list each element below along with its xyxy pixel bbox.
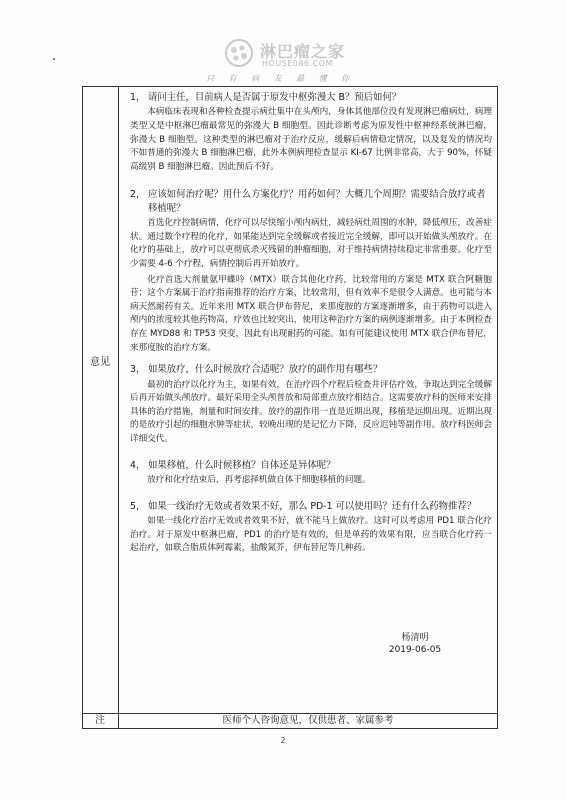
signature-name: 杨清明 [401,633,429,643]
question [130,91,492,104]
question-number: 1， [130,92,146,103]
watermark [206,38,372,84]
note-text: 医师个人咨询意见，仅供患者、家属参考 [222,715,394,726]
question [130,188,492,215]
qa-item [130,91,492,174]
question-text: 如果放疗，什么时候放疗合适呢？放疗的副作用有哪些？ [148,364,383,376]
opinion-content [130,91,492,562]
qa-item [130,459,492,488]
answer-paragraph: 化疗首选大剂量氨甲蝶呤（MTX）联合其他化疗药，比较常用的方案是 MTX 联合阿糖胞苷；这个方案属于治疗指南推荐的治疗方案，比较常用，但有效率不是很令人满意。也可能与本病天然耐药有关。近年来用 MTX 联合伊布替尼，来那度胺的方案逐渐增多，由于药物可以进入颅内的浓度较其他药物高，疗效也比较突出，使用这种治疗方案的病例逐渐增多。由于本例检查存在 MYD88 和 TP53 突变，因此有出现耐药的可能。如有可能建议使用 MTX 联合伊布替尼，来那度胺的治疗方案。 [130,274,492,353]
question-text: 如果移植，什么时候移植？自体还是异体呢？ [148,459,336,471]
question-text: 请问主任，目前病人是否属于原发中枢弥漫大 B？预后如何？ [148,92,402,103]
watermark-slogan: 只 有 病 友 最 懂 你 [206,74,356,83]
signature-date: 2019-06-05 [388,645,442,655]
note-label: 注 [95,715,105,726]
page-number: 2 [280,736,286,745]
qa-item [130,363,492,446]
answer-paragraph: 首选化疗控制病情，化疗可以尽快缩小颅内病灶，减轻病灶周围的水肿，降低颅压，改善症状。通过数个疗程的化疗，如果能达到完全缓解或者接近完全缓解，即可以开始做头颅放疗。在化疗的基础上，放疗可以更彻底杀灭残留的肿瘤细胞，对于维持病情持续稳定非常重要。化疗至少需要 4-6 个疗程，病情控制后再开始放疗。 [130,218,492,269]
question [130,459,492,472]
speck [53,58,55,60]
qa-item [130,188,492,355]
opinion-label: 意见 [90,357,110,368]
question-text: 如果一线治疗无效或者效果不好，那么 PD-1 可以使用吗？还有什么药物推荐？ [148,500,477,512]
question-number: 4， [130,459,146,471]
watermark-url: HOUSE086.COM [262,59,333,68]
watermark-title: 淋巴瘤之家 [260,42,346,61]
answer-paragraph: 放疗和化疗结束后，再考虑择机做自体干细胞移植的问题。 [147,474,371,485]
table-column-divider [118,86,119,729]
lymphoma-home-logo-icon [222,38,256,68]
answer-paragraph: 最初的治疗以化疗为主，如果有效，在治疗四个疗程后检查并评估疗效，争取达到完全缓解后再开始做头颅放疗。最好采用全头颅普放和局部重点放疗相结合。这需要放疗科的医师来安排具体的治疗措施，剂量和时间安排。放疗的副作用一直是近期出现，移植是远期出现。近期出现的是放疗引起的细胞水肿等症状，较晚出现的是记忆力下降，反应迟钝等副作用。放疗科医师会详细交代。 [130,379,492,444]
question [130,363,492,376]
answer-paragraph: 如果一线化疗治疗无效或者效果不好，就不能马上做放疗。这时可以考虑用 PD1 联合化疗治疗。对于原发中枢淋巴瘤，PD1 的治疗是有效的，但是单药的效果有限，应当联合化疗药一起治疗，如联合脂质体阿霉素，盐酸氮芥，伊布替尼等几种药。 [130,515,492,554]
question [130,500,492,513]
question-number: 2， [130,189,146,201]
question-text: 应该如何治疗呢？用什么方案化疗？用药如何？大概几个周期？需要结合放疗或者移植呢？ [148,189,486,214]
question-number: 5， [130,500,146,512]
qa-item [130,500,492,556]
question-number: 3， [130,364,146,376]
answer-paragraph: 本病临床表现和各种检查提示病灶集中在头颅内，身体其他部位没有发现淋巴瘤病灶，病理类型又是中枢淋巴瘤最常见的弥漫大 B 细胞型。因此诊断考虑为原发性中枢神经系统淋巴瘤，弥漫大 B 细胞型。这种类型的淋巴瘤对于治疗反应，缓解后病情稳定情况，以及复发的情况均不如普通的弥漫大 B 细胞淋巴瘤，此外本例病理检查显示 KI-67 比例非常高，大于 90%，怀疑高级别 B 细胞淋巴瘤。因此预后不好。 [130,107,492,172]
